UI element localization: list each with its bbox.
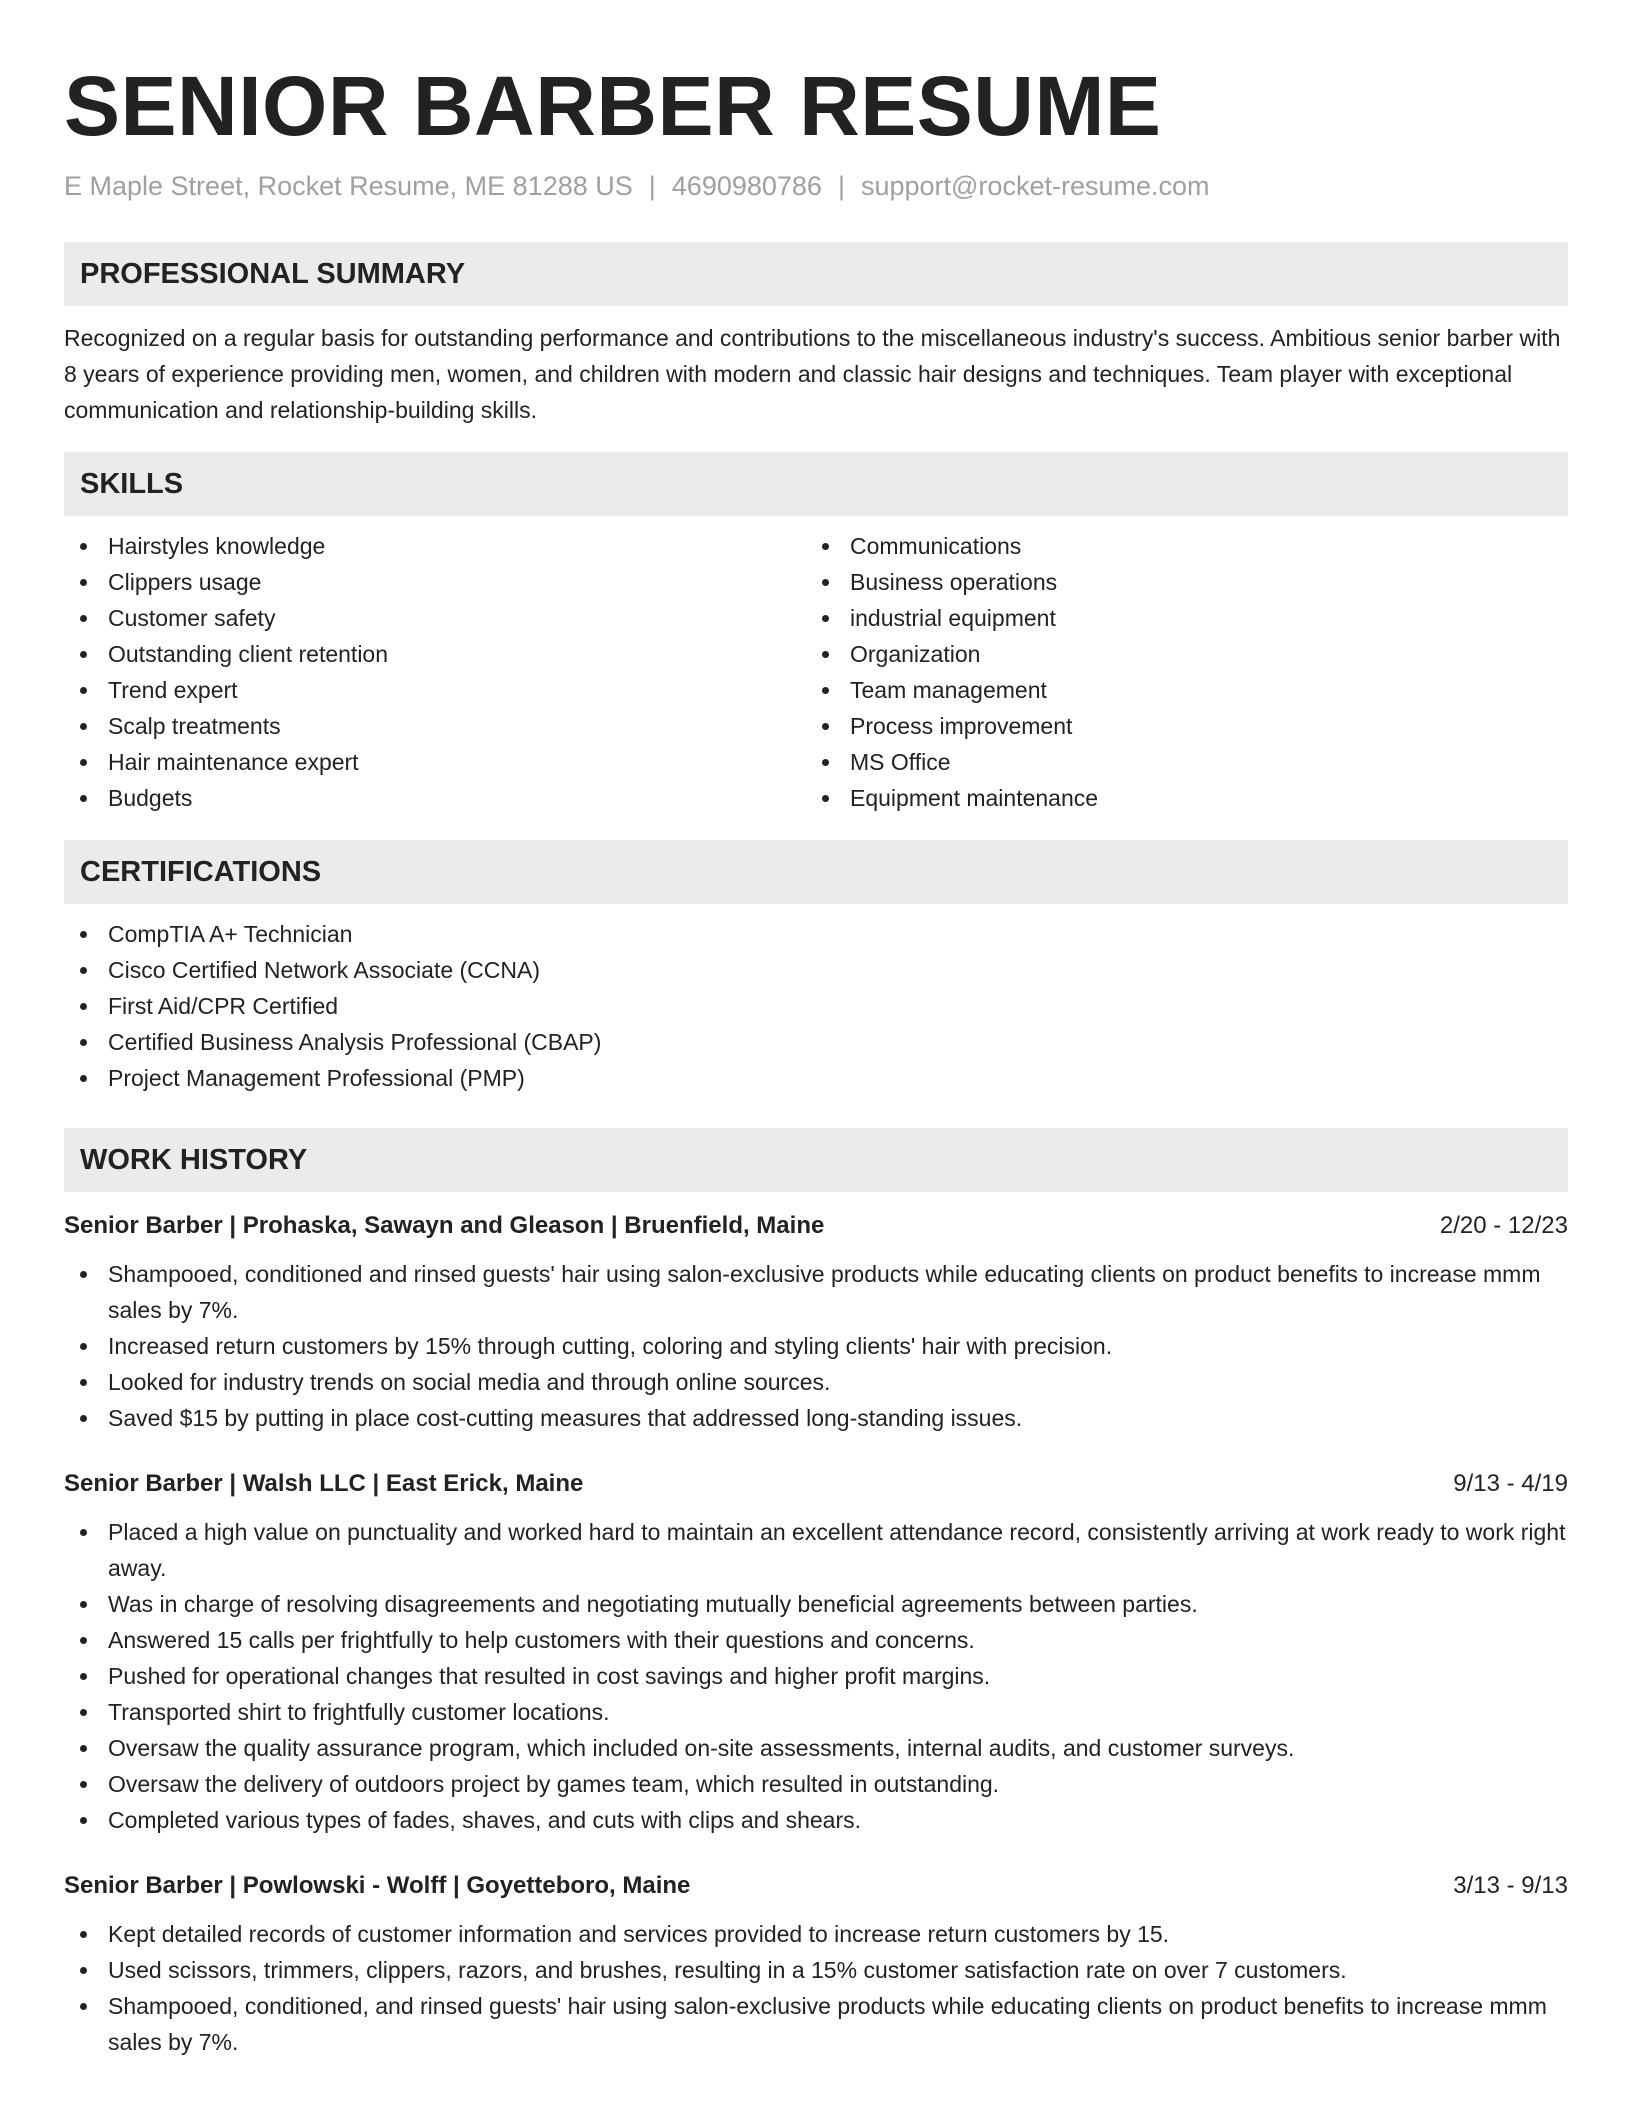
- list-item: Clippers usage: [64, 564, 806, 600]
- job-title: Senior Barber | Walsh LLC | East Erick, Maine: [64, 1470, 584, 1497]
- list-item: Oversaw the delivery of outdoors project by games team, which resulted in outstanding.: [64, 1766, 1568, 1802]
- list-item: Trend expert: [64, 672, 806, 708]
- list-item: Process improvement: [806, 708, 1548, 744]
- list-item: Kept detailed records of customer information and services provided to increase return customers by 15.: [64, 1916, 1568, 1952]
- list-item: Organization: [806, 636, 1548, 672]
- job-header: [64, 1466, 1568, 1502]
- section-heading-certifications: CERTIFICATIONS: [64, 840, 1568, 904]
- list-item: Hairstyles knowledge: [64, 528, 806, 564]
- list-item: industrial equipment: [806, 600, 1548, 636]
- list-item: Transported shirt to frightfully customer locations.: [64, 1694, 1568, 1730]
- list-item: Scalp treatments: [64, 708, 806, 744]
- job-entry: [64, 1868, 1568, 2060]
- list-item: Customer safety: [64, 600, 806, 636]
- job-title: Senior Barber | Prohaska, Sawayn and Gleason | Bruenfield, Maine: [64, 1212, 825, 1239]
- resume-title: SENIOR BARBER RESUME: [64, 59, 1162, 153]
- contact-email: support@rocket-resume.com: [860, 171, 1210, 201]
- list-item: Equipment maintenance: [806, 780, 1548, 816]
- skills-list-left: [64, 528, 806, 816]
- list-item: Used scissors, trimmers, clippers, razors, and brushes, resulting in a 15% customer satisfaction rate on over 7 customers.: [64, 1952, 1568, 1988]
- contact-separator: |: [837, 171, 845, 201]
- contact-phone: 4690980786: [671, 171, 822, 201]
- job-bullets: [64, 1514, 1568, 1838]
- certifications-list: [64, 916, 1568, 1096]
- section-heading-summary: PROFESSIONAL SUMMARY: [64, 242, 1568, 306]
- job-dates: 9/13 - 4/19: [1453, 1470, 1568, 1497]
- list-item: Outstanding client retention: [64, 636, 806, 672]
- list-item: Shampooed, conditioned, and rinsed guests' hair using salon-exclusive products while educating clients on product benefits to increase mmm sales by 7%.: [64, 1988, 1568, 2060]
- list-item: Completed various types of fades, shaves, and cuts with clips and shears.: [64, 1802, 1568, 1838]
- job-entry: [64, 1466, 1568, 1838]
- list-item: Certified Business Analysis Professional (CBAP): [64, 1024, 1568, 1060]
- job-header: [64, 1868, 1568, 1904]
- skills-list-right: [806, 528, 1548, 816]
- list-item: Shampooed, conditioned and rinsed guests' hair using salon-exclusive products while educating clients on product benefits to increase mmm sales by 7%.: [64, 1256, 1568, 1328]
- job-entry: [64, 1208, 1568, 1436]
- list-item: Placed a high value on punctuality and worked hard to maintain an excellent attendance record, consistently arriving at work ready to work right away.: [64, 1514, 1568, 1586]
- list-item: Budgets: [64, 780, 806, 816]
- job-title: Senior Barber | Powlowski - Wolff | Goyetteboro, Maine: [64, 1872, 691, 1899]
- skills-grid: [64, 516, 1568, 816]
- job-bullets: [64, 1256, 1568, 1436]
- job-bullets: [64, 1916, 1568, 2060]
- list-item: Cisco Certified Network Associate (CCNA): [64, 952, 1568, 988]
- summary-text: Recognized on a regular basis for outstanding performance and contributions to the miscellaneous industry's success. Ambitious senior barber with 8 years of experience providing men, women, and children with modern and classic hair designs and techniques. Team player with exceptional communication and relationship-building skills.: [64, 325, 1561, 423]
- job-dates: 2/20 - 12/23: [1439, 1212, 1568, 1239]
- list-item: First Aid/CPR Certified: [64, 988, 1568, 1024]
- list-item: Oversaw the quality assurance program, which included on-site assessments, internal audits, and customer surveys.: [64, 1730, 1568, 1766]
- list-item: Team management: [806, 672, 1548, 708]
- contact-line: [64, 168, 1568, 204]
- list-item: Looked for industry trends on social media and through online sources.: [64, 1364, 1568, 1400]
- list-item: Answered 15 calls per frightfully to help customers with their questions and concerns.: [64, 1622, 1568, 1658]
- section-heading-work-history: WORK HISTORY: [64, 1128, 1568, 1192]
- section-heading-skills: SKILLS: [64, 452, 1568, 516]
- list-item: Hair maintenance expert: [64, 744, 806, 780]
- list-item: Communications: [806, 528, 1548, 564]
- list-item: MS Office: [806, 744, 1548, 780]
- list-item: Pushed for operational changes that resulted in cost savings and higher profit margins.: [64, 1658, 1568, 1694]
- list-item: Increased return customers by 15% through cutting, coloring and styling clients' hair with precision.: [64, 1328, 1568, 1364]
- list-item: CompTIA A+ Technician: [64, 916, 1568, 952]
- list-item: Was in charge of resolving disagreements and negotiating mutually beneficial agreements between parties.: [64, 1586, 1568, 1622]
- job-dates: 3/13 - 9/13: [1453, 1872, 1568, 1899]
- contact-separator: |: [648, 171, 656, 201]
- list-item: Business operations: [806, 564, 1548, 600]
- list-item: Saved $15 by putting in place cost-cutting measures that addressed long-standing issues.: [64, 1400, 1568, 1436]
- contact-address: E Maple Street, Rocket Resume, ME 81288 US: [64, 171, 633, 201]
- list-item: Project Management Professional (PMP): [64, 1060, 1568, 1096]
- job-header: [64, 1208, 1568, 1244]
